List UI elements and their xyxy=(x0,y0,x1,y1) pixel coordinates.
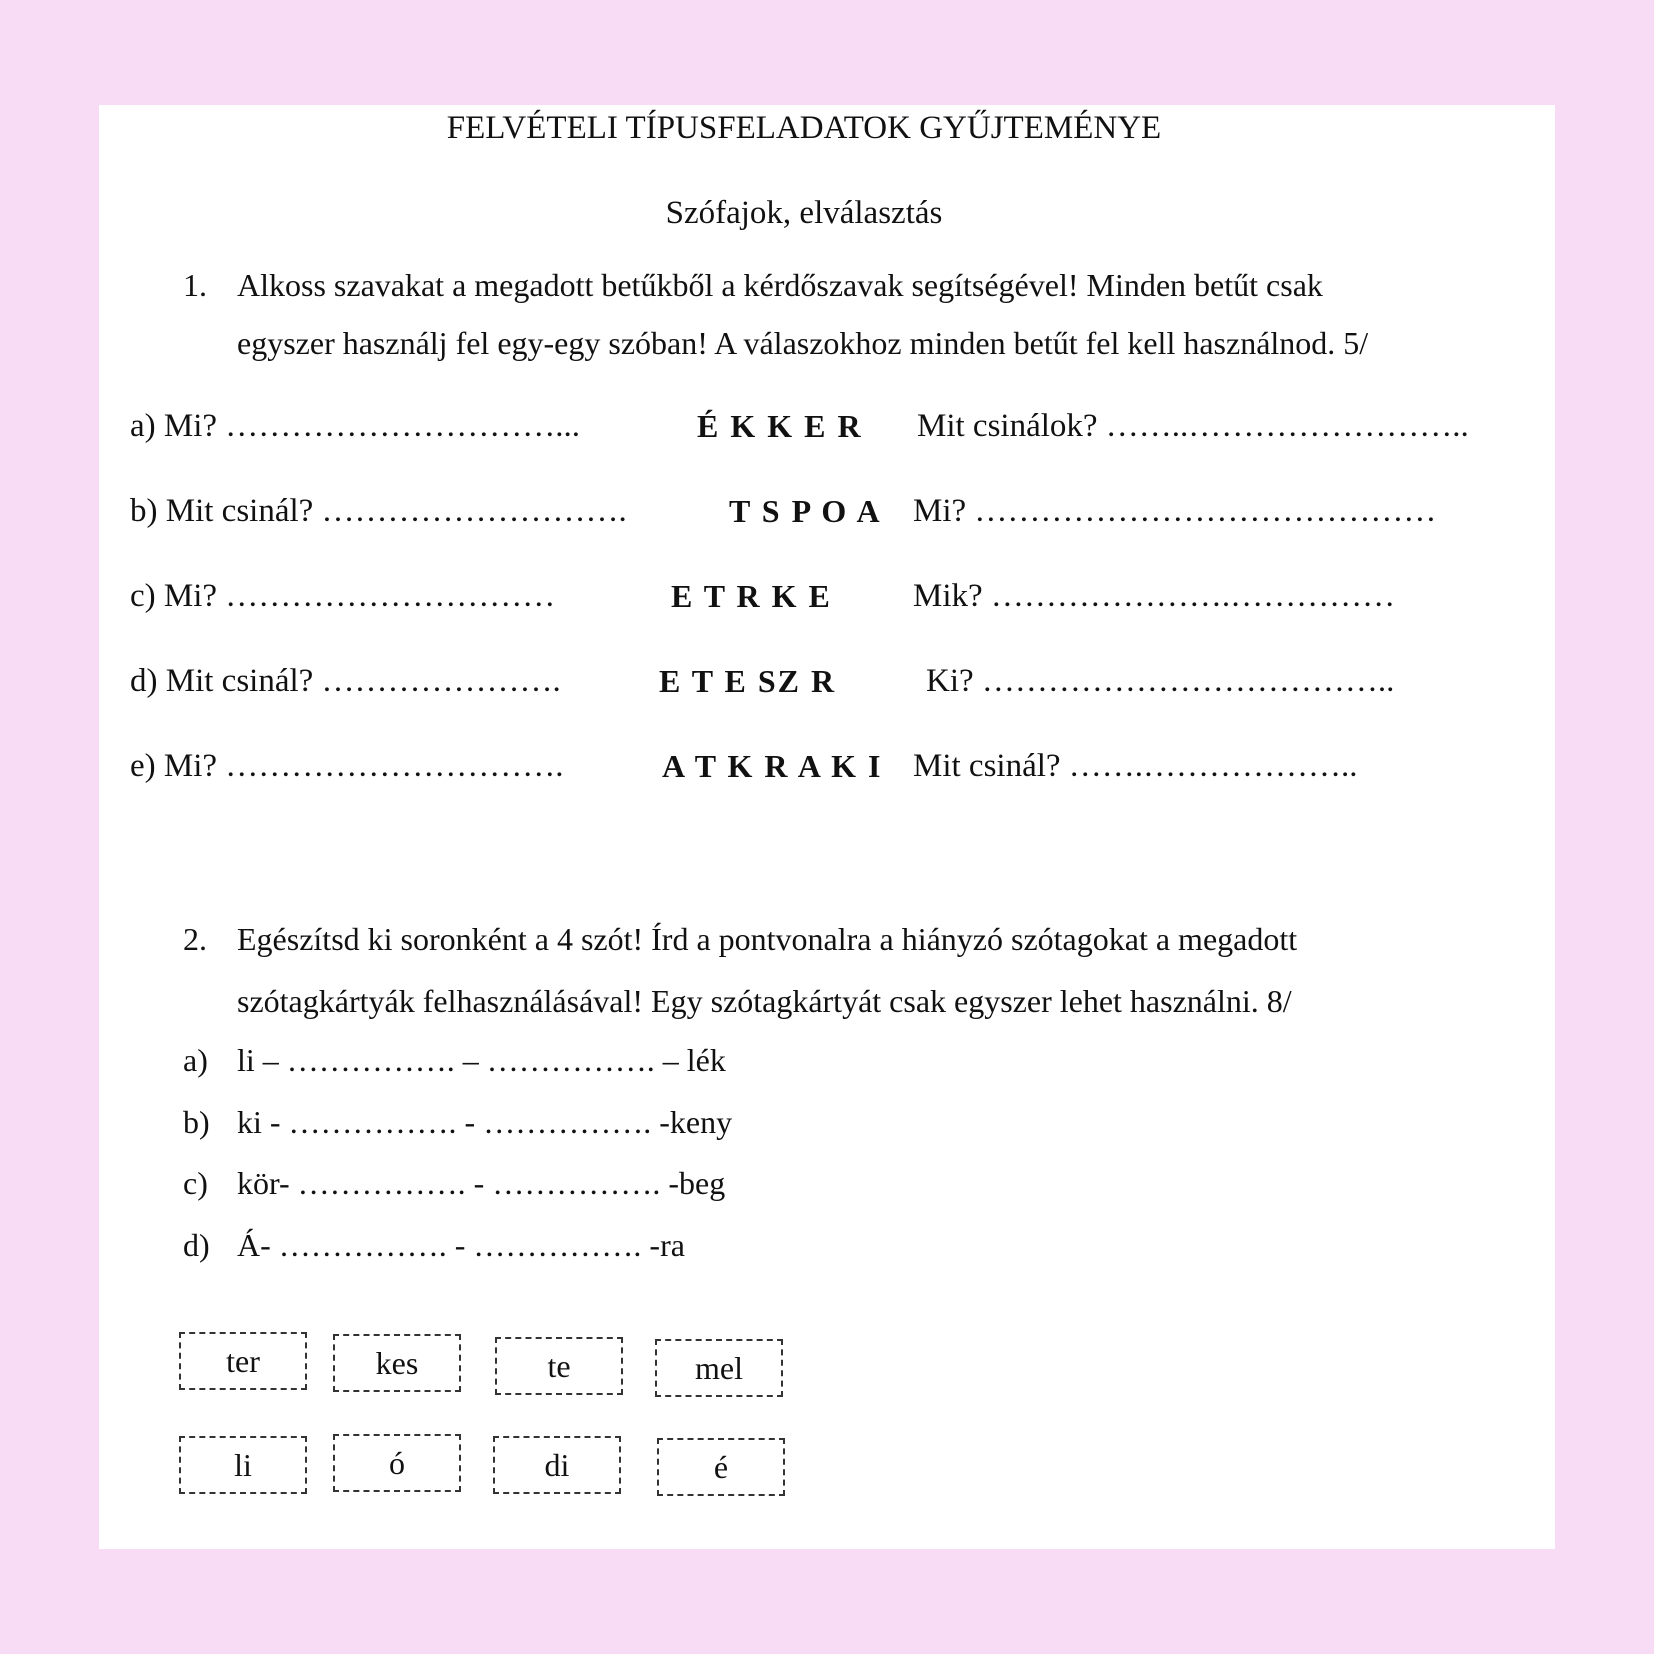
task1-row-d-left[interactable]: d) Mit csinál? …………………. xyxy=(130,663,561,699)
task1-instruction-line2: egyszer használj fel egy-egy szóban! A válaszokhoz minden betűt fel kell használnod. 5/ xyxy=(237,325,1369,361)
task2-item-c-label: c) xyxy=(183,1165,208,1201)
syllable-card[interactable]: li xyxy=(179,1436,307,1494)
task2-instruction-line2: szótagkártyák felhasználásával! Egy szótagkártyát csak egyszer lehet használni. 8/ xyxy=(237,983,1292,1019)
task1-row-b-left[interactable]: b) Mit csinál? ………………………. xyxy=(130,493,627,529)
task1-instruction-line1: Alkoss szavakat a megadott betűkből a kérdőszavak segítségével! Minden betűt csak xyxy=(237,267,1323,303)
task1-row-b-right[interactable]: Mi? …………………………………… xyxy=(913,493,1437,529)
task1-row-c-right[interactable]: Mik? ………………….…………… xyxy=(913,578,1396,614)
document-subtitle: Szófajok, elválasztás xyxy=(665,195,943,231)
syllable-card[interactable]: é xyxy=(657,1438,785,1496)
task2-item-d-text[interactable]: Á- ……………. - ……………. -ra xyxy=(237,1227,685,1263)
syllable-card[interactable]: ter xyxy=(179,1332,307,1390)
task1-row-d-right[interactable]: Ki? ……………………………….. xyxy=(926,663,1395,699)
task1-row-e-right[interactable]: Mit csinál? …….……………….. xyxy=(913,748,1358,784)
syllable-card[interactable]: ó xyxy=(333,1434,461,1492)
syllable-card[interactable]: te xyxy=(495,1337,623,1395)
task2-item-b-label: b) xyxy=(183,1104,210,1140)
syllable-card[interactable]: di xyxy=(493,1436,621,1494)
task2-number: 2. xyxy=(183,921,207,957)
task1-row-a-letters: É K K E R xyxy=(697,408,863,444)
document-page xyxy=(99,105,1555,1549)
task2-item-c-text[interactable]: kör- ……………. - ……………. -beg xyxy=(237,1165,726,1201)
syllable-card[interactable]: kes xyxy=(333,1334,461,1392)
task1-number: 1. xyxy=(183,267,207,303)
task1-row-c-letters: E T R K E xyxy=(671,578,832,614)
task2-item-b-text[interactable]: ki - ……………. - ……………. -keny xyxy=(237,1104,733,1140)
task1-row-d-letters: E T E SZ R xyxy=(659,663,837,699)
task1-row-a-right[interactable]: Mit csinálok? ……..…………………….. xyxy=(917,408,1469,444)
task1-row-b-letters: T S P O A xyxy=(729,493,882,529)
task2-item-a-label: a) xyxy=(183,1042,208,1078)
task2-item-a-text[interactable]: li – ……………. – ……………. – lék xyxy=(237,1042,726,1078)
task1-row-c-left[interactable]: c) Mi? ………………………… xyxy=(130,578,556,614)
task2-item-d-label: d) xyxy=(183,1227,210,1263)
task1-row-e-left[interactable]: e) Mi? …………………………. xyxy=(130,748,564,784)
task1-row-a-left[interactable]: a) Mi? …………………………... xyxy=(130,408,581,444)
syllable-card[interactable]: mel xyxy=(655,1339,783,1397)
task1-row-e-letters: A T K R A K I xyxy=(662,748,883,784)
task2-instruction-line1: Egészítsd ki soronként a 4 szót! Írd a pontvonalra a hiányzó szótagokat a megadott xyxy=(237,921,1298,957)
document-title: FELVÉTELI TÍPUSFELADATOK GYŰJTEMÉNYE xyxy=(446,110,1162,146)
